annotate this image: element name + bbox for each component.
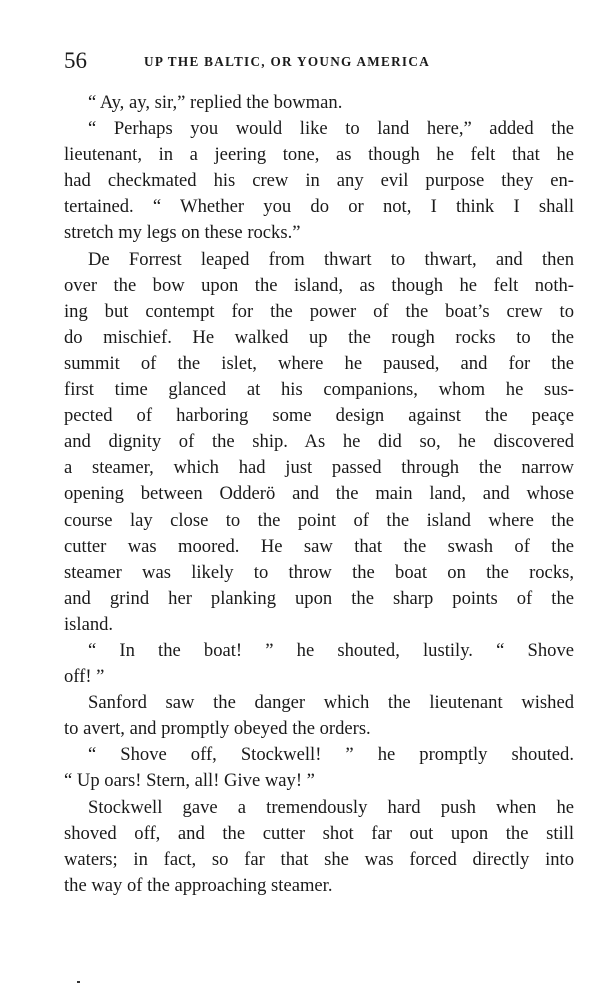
text-line: shoved off, and the cutter shot far out upon the still	[64, 822, 574, 844]
text-line: do mischief. He walked up the rough rocks to the	[64, 326, 574, 348]
text-line: tertained. “ Whether you do or not, I think I shall	[64, 196, 574, 218]
text-line: stretch my legs on these rocks.”	[64, 222, 301, 244]
text-line: “ Perhaps you would like to land here,” added the	[88, 118, 574, 140]
text-line: over the bow upon the island, as though he felt noth-	[64, 274, 574, 296]
text-line: course lay close to the point of the island where the	[64, 509, 574, 531]
text-line: the way of the approaching steamer.	[64, 874, 333, 896]
text-line: first time glanced at his companions, whom he sus-	[64, 379, 574, 401]
running-head: UP THE BALTIC, OR YOUNG AMERICA	[144, 54, 431, 69]
text-line: lieutenant, in a jeering tone, as though he felt that he	[64, 144, 574, 166]
text-line: and dignity of the ship. As he did so, he discovered	[64, 431, 574, 453]
text-line: to avert, and promptly obeyed the orders.	[64, 718, 371, 740]
page-number: 56	[64, 48, 87, 73]
body-text	[64, 90, 574, 899]
text-line: cutter was moored. He saw that the swash of the	[64, 535, 574, 557]
text-line: pected of harboring some design against the peaçe	[64, 405, 574, 427]
text-line: ing but contempt for the power of the boat’s crew to	[64, 300, 574, 322]
page-header	[64, 46, 574, 76]
text-line: “ Shove off, Stockwell! ” he promptly shouted.	[88, 744, 574, 766]
text-line: “ Ay, ay, sir,” replied the bowman.	[88, 92, 343, 113]
text-line: De Forrest leaped from thwart to thwart, and then	[88, 248, 574, 270]
text-line: and grind her planking upon the sharp points of the	[64, 587, 574, 609]
text-line: Stockwell gave a tremendously hard push when he	[88, 796, 574, 818]
text-line: had checkmated his crew in any evil purpose they en-	[64, 170, 574, 192]
text-line: off! ”	[64, 666, 105, 688]
text-line: “ Up oars! Stern, all! Give way! ”	[64, 770, 315, 792]
text-line: summit of the islet, where he paused, and for the	[64, 352, 574, 374]
text-line: opening between Odderö and the main land, and whose	[64, 483, 574, 505]
print-speck	[77, 981, 80, 983]
text-line: island.	[64, 613, 114, 635]
text-line: steamer was likely to throw the boat on the rocks,	[64, 561, 574, 583]
text-line: Sanford saw the danger which the lieutenant wished	[88, 692, 574, 714]
text-line: “ In the boat! ” he shouted, lustily. “ Shove	[88, 639, 574, 661]
text-line: a steamer, which had just passed through the narrow	[64, 457, 574, 479]
text-line: waters; in fact, so far that she was forced directly into	[64, 848, 574, 870]
